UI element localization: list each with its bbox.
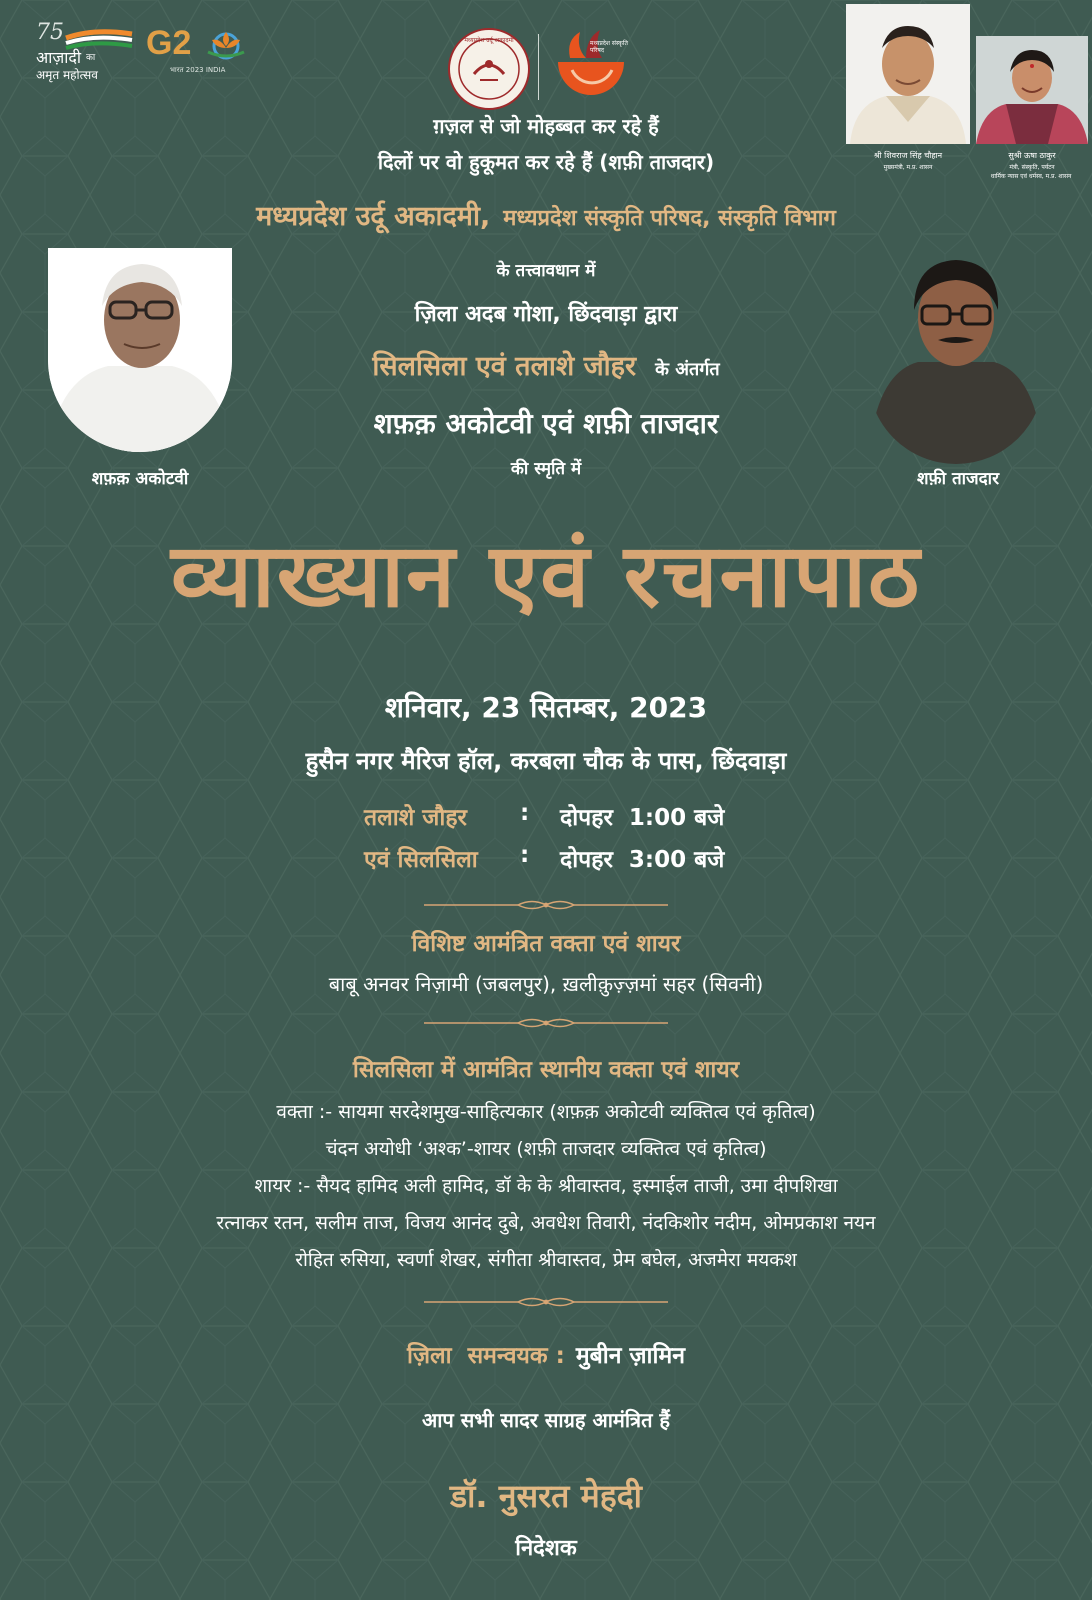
minister-name: सुश्री ऊषा ठाकुर bbox=[1008, 151, 1056, 160]
coordinator-name: मुबीन ज़ामिन bbox=[575, 1343, 685, 1369]
azadi-number: 75 bbox=[36, 20, 64, 45]
g20-text: G2 bbox=[146, 24, 192, 62]
local-line-2: चंदन अयोधी ‘अश्क’-शायर (शफ़ी ताजदार व्यक्तित्व एवं कृतित्व) bbox=[325, 1138, 767, 1160]
special-guests-heading: विशिष्ट आमंत्रित वक्ता एवं शायर bbox=[411, 931, 681, 957]
organizers-line bbox=[0, 196, 1092, 233]
memory-text: की स्मृति में bbox=[510, 459, 582, 479]
local-speakers-heading: सिलसिला में आमंत्रित स्थानीय वक्ता एवं शायर bbox=[352, 1057, 740, 1083]
sanskriti-parishad-logo bbox=[552, 22, 632, 104]
couplet-line1: ग़ज़ल से जो मोहब्बत कर रहे हैं bbox=[433, 114, 659, 138]
parishad-flame-icon bbox=[552, 22, 632, 104]
director-title: निदेशक bbox=[515, 1536, 577, 1561]
portrait-shafi-tajdar bbox=[868, 244, 1044, 464]
local-line-5: रोहित रुसिया, स्वर्णा शेखर, संगीता श्रीवास्तव, प्रेम बघेल, अजमेरा मयकश bbox=[295, 1249, 797, 1271]
parishad-text: मध्यप्रदेश संस्कृति परिषद bbox=[590, 40, 628, 54]
man-portrait-icon bbox=[868, 244, 1044, 464]
right-portrait-caption: शफ़ी ताजदार bbox=[916, 469, 1000, 489]
ornament-divider bbox=[424, 1016, 668, 1030]
minister-title2: धार्मिक न्यास एवं धर्मस्व, म.प्र. शासन bbox=[990, 173, 1072, 180]
coordinator-label: ज़िला समन्वयक : bbox=[407, 1343, 565, 1369]
aegis-text: के तत्त्वावधान में bbox=[496, 261, 596, 281]
schedule-label-talashe: तलाशे जौहर bbox=[364, 805, 467, 831]
azadi-logo bbox=[34, 20, 134, 84]
schedule-colon-1: : bbox=[520, 800, 530, 826]
ornament-divider bbox=[424, 1295, 668, 1309]
seal-text: मध्यप्रदेश उर्दू अकादमी bbox=[464, 37, 514, 44]
event-date: शनिवार, 23 सितम्बर, 2023 bbox=[384, 691, 708, 724]
minister-title1: मंत्री, संस्कृति, पर्यटन bbox=[1009, 164, 1055, 171]
lotus-globe-icon bbox=[204, 26, 248, 66]
schedule-time-1: दोपहर 1:00 बजे bbox=[560, 805, 725, 831]
left-portrait-caption: शफ़क़ अकोटवी bbox=[91, 469, 189, 489]
schedule-label-silsila: एवं सिलसिला bbox=[364, 847, 478, 873]
main-title: व्याख्यान एवं रचनापाठ bbox=[170, 523, 922, 627]
series-name: सिलसिला एवं तलाशे जौहर bbox=[372, 351, 637, 382]
cm-title: मुख्यमंत्री, म.प्र. शासन bbox=[883, 164, 933, 171]
schedule-time-2: दोपहर 3:00 बजे bbox=[560, 847, 725, 873]
director-name: डॉ. नुसरत मेहदी bbox=[450, 1477, 642, 1515]
coordinator-line bbox=[0, 1338, 1092, 1370]
poets-names: शफ़क़ अकोटवी एवं शफ़ी ताजदार bbox=[373, 407, 719, 440]
azadi-line1: आज़ादी bbox=[36, 48, 82, 67]
elderly-man-portrait-icon bbox=[48, 248, 232, 452]
couplet-line2: दिलों पर वो हुकूमत कर रहे हैं (शफ़ी ताजदार) bbox=[377, 150, 715, 174]
local-line-4: रत्नाकर रतन, सलीम ताज, विजय आनंद दुबे, अवधेश तिवारी, नंदकिशोर नदीम, ओमप्रकाश नयन bbox=[216, 1212, 876, 1234]
local-line-1: वक्ता :- सायमा सरदेशमुख-साहित्यकार (शफ़क़ अकोटवी व्यक्तित्व एवं कृतित्व) bbox=[276, 1101, 816, 1123]
series-suffix: के अंतर्गत bbox=[655, 359, 720, 380]
azadi-ka: का bbox=[86, 53, 96, 63]
schedule-colon-2: : bbox=[520, 842, 530, 868]
organizer-parishad: मध्यप्रदेश संस्कृति परिषद, संस्कृति विभाग bbox=[503, 206, 836, 231]
schedule-row-1 bbox=[360, 800, 780, 836]
g20-sub: भारत 2023 INDIA bbox=[170, 66, 226, 74]
logo-separator bbox=[538, 34, 539, 100]
schedule-row-2 bbox=[360, 842, 780, 878]
cm-name: श्री शिवराज सिंह चौहान bbox=[873, 151, 943, 160]
urdu-academy-seal bbox=[448, 28, 530, 110]
g20-logo bbox=[146, 24, 256, 80]
event-venue: हुसैन नगर मैरिज हॉल, करबला चौक के पास, छिंदवाड़ा bbox=[305, 747, 787, 775]
invitation-text: आप सभी सादर साग्रह आमंत्रित हैं bbox=[421, 1408, 671, 1432]
district-organizer: ज़िला अदब गोशा, छिंदवाड़ा द्वारा bbox=[414, 302, 678, 327]
organizer-urdu-academy: मध्यप्रदेश उर्दू अकादमी, bbox=[256, 201, 491, 232]
azadi-line2: अमृत महोत्सव bbox=[36, 68, 98, 82]
local-line-3: शायर :- सैयद हामिद अली हामिद, डॉ के के श्रीवास्तव, इस्माईल ताजी, उमा दीपशिखा bbox=[254, 1175, 838, 1197]
special-guests-names: बाबू अनवर निज़ामी (जबलपुर), ख़लीक़ुज़्ज़मां सहर (सिवनी) bbox=[328, 972, 764, 996]
portrait-shafaq-akotvi bbox=[48, 248, 232, 452]
ornament-divider bbox=[424, 898, 668, 912]
